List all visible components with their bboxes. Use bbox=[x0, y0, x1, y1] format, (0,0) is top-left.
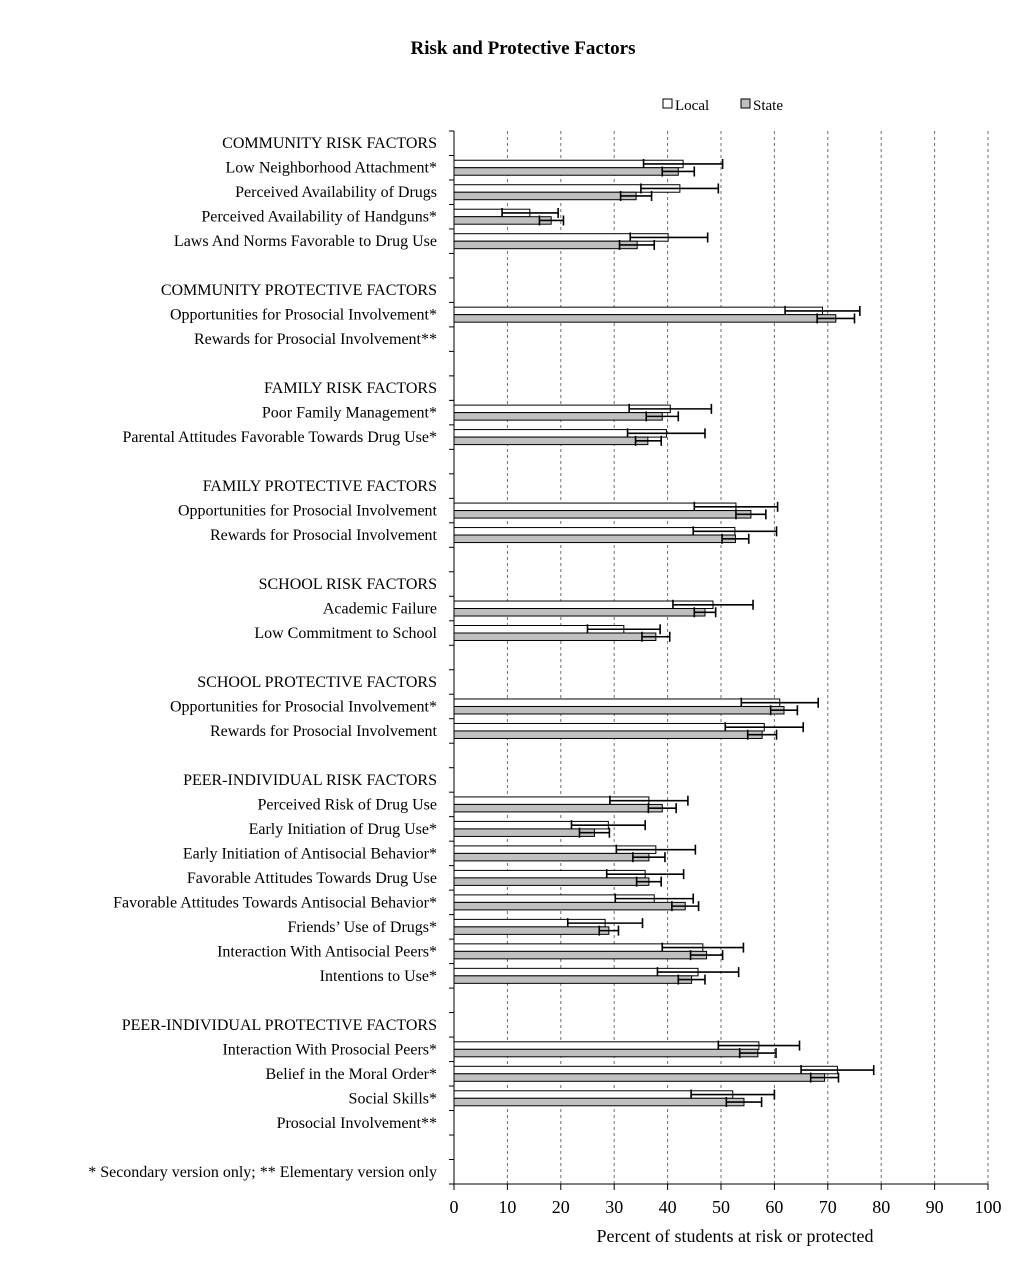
bar-state bbox=[454, 192, 636, 200]
category-label: Low Commitment to School bbox=[254, 625, 437, 643]
legend-swatch-state bbox=[741, 99, 750, 108]
bar-state bbox=[454, 1049, 758, 1057]
category-label: Social Skills* bbox=[348, 1090, 437, 1108]
bar-state bbox=[454, 878, 649, 886]
bar-state bbox=[454, 853, 649, 861]
category-label: Rewards for Prosocial Involvement bbox=[209, 722, 437, 740]
bar-local bbox=[454, 723, 764, 731]
axes bbox=[449, 131, 988, 1190]
section-header-label: PEER-INDIVIDUAL RISK FACTORS bbox=[183, 771, 437, 789]
bar-state bbox=[454, 951, 707, 959]
category-label: Poor Family Management* bbox=[261, 404, 437, 422]
x-tick-label: 100 bbox=[974, 1197, 1002, 1217]
x-tick-label: 80 bbox=[872, 1197, 891, 1217]
bar-local bbox=[454, 307, 822, 315]
x-tick-label: 40 bbox=[658, 1197, 677, 1217]
category-label: Rewards for Prosocial Involvement** bbox=[193, 331, 437, 349]
category-label: Perceived Risk of Drug Use bbox=[257, 796, 437, 814]
bar-state bbox=[454, 168, 678, 176]
chart-title: Risk and Protective Factors bbox=[410, 38, 636, 59]
section-header-label: COMMUNITY PROTECTIVE FACTORS bbox=[160, 282, 437, 300]
category-label: Opportunities for Prosocial Involvement* bbox=[169, 306, 437, 324]
bar-state bbox=[454, 241, 637, 249]
footnote-label: * Secondary version only; ** Elementary version only bbox=[88, 1163, 437, 1181]
bar-state bbox=[454, 706, 784, 714]
x-tick-label: 60 bbox=[765, 1197, 784, 1217]
bar-local bbox=[454, 699, 780, 707]
legend-label-local: Local bbox=[675, 98, 710, 114]
category-label: Academic Failure bbox=[322, 600, 437, 618]
category-label: Early Initiation of Antisocial Behavior* bbox=[182, 845, 437, 863]
section-header-label: FAMILY RISK FACTORS bbox=[264, 380, 437, 398]
category-label: Low Neighborhood Attachment* bbox=[225, 159, 437, 177]
bar-state bbox=[454, 535, 735, 543]
section-header-label: PEER-INDIVIDUAL PROTECTIVE FACTORS bbox=[121, 1016, 437, 1034]
bar-state bbox=[454, 315, 836, 323]
bar-local bbox=[454, 1042, 759, 1050]
category-label: Laws And Norms Favorable to Drug Use bbox=[173, 233, 437, 251]
category-label: Interaction With Prosocial Peers* bbox=[222, 1041, 437, 1059]
x-tick-label: 70 bbox=[818, 1197, 837, 1217]
x-tick-label: 30 bbox=[605, 1197, 624, 1217]
bar-local bbox=[454, 1066, 837, 1074]
bar-state bbox=[454, 1074, 825, 1082]
bar-state bbox=[454, 1098, 744, 1106]
category-label: Perceived Availability of Handguns* bbox=[201, 208, 437, 226]
category-label: Favorable Attitudes Towards Drug Use bbox=[186, 869, 437, 887]
legend-swatch-local bbox=[663, 99, 672, 108]
bar-state bbox=[454, 804, 662, 812]
bar-state bbox=[454, 511, 751, 519]
category-label: Opportunities for Prosocial Involvement* bbox=[169, 698, 437, 716]
category-labels bbox=[88, 135, 437, 1181]
bar-state bbox=[454, 217, 551, 225]
category-label: Interaction With Antisocial Peers* bbox=[217, 943, 437, 961]
category-label: Favorable Attitudes Towards Antisocial Behavior* bbox=[113, 894, 437, 912]
category-label: Friends’ Use of Drugs* bbox=[287, 918, 437, 936]
category-label: Early Initiation of Drug Use* bbox=[248, 820, 437, 838]
legend-label-state: State bbox=[753, 98, 783, 114]
category-label: Parental Attitudes Favorable Towards Drug Use* bbox=[122, 429, 437, 447]
bars bbox=[454, 159, 874, 1107]
x-tick-label: 20 bbox=[551, 1197, 570, 1217]
category-label: Perceived Availability of Drugs bbox=[235, 184, 437, 202]
section-header-label: SCHOOL RISK FACTORS bbox=[258, 576, 437, 594]
bar-state bbox=[454, 731, 762, 739]
category-label: Prosocial Involvement** bbox=[276, 1114, 437, 1132]
gridlines bbox=[507, 131, 988, 1184]
bar-state bbox=[454, 413, 662, 421]
bar-state bbox=[454, 829, 594, 837]
x-tick-label: 10 bbox=[498, 1197, 517, 1217]
x-tick-labels bbox=[450, 1197, 1002, 1217]
legend bbox=[663, 98, 783, 114]
x-tick-label: 90 bbox=[925, 1197, 944, 1217]
category-label: Opportunities for Prosocial Involvement bbox=[177, 502, 437, 520]
bar-state bbox=[454, 976, 692, 984]
bar-state bbox=[454, 633, 656, 641]
section-header-label: COMMUNITY RISK FACTORS bbox=[222, 135, 437, 153]
category-label: Belief in the Moral Order* bbox=[265, 1065, 437, 1083]
x-tick-label: 0 bbox=[449, 1197, 459, 1217]
bar-state bbox=[454, 609, 705, 617]
bar-state bbox=[454, 927, 609, 935]
x-axis-label: Percent of students at risk or protected bbox=[596, 1226, 874, 1246]
x-tick-label: 50 bbox=[712, 1197, 730, 1217]
section-header-label: FAMILY PROTECTIVE FACTORS bbox=[202, 478, 437, 496]
category-label: Intentions to Use* bbox=[319, 967, 437, 985]
section-header-label: SCHOOL PROTECTIVE FACTORS bbox=[197, 673, 437, 691]
bar-state bbox=[454, 437, 648, 445]
bar-state bbox=[454, 902, 685, 910]
category-label: Rewards for Prosocial Involvement bbox=[209, 527, 437, 545]
